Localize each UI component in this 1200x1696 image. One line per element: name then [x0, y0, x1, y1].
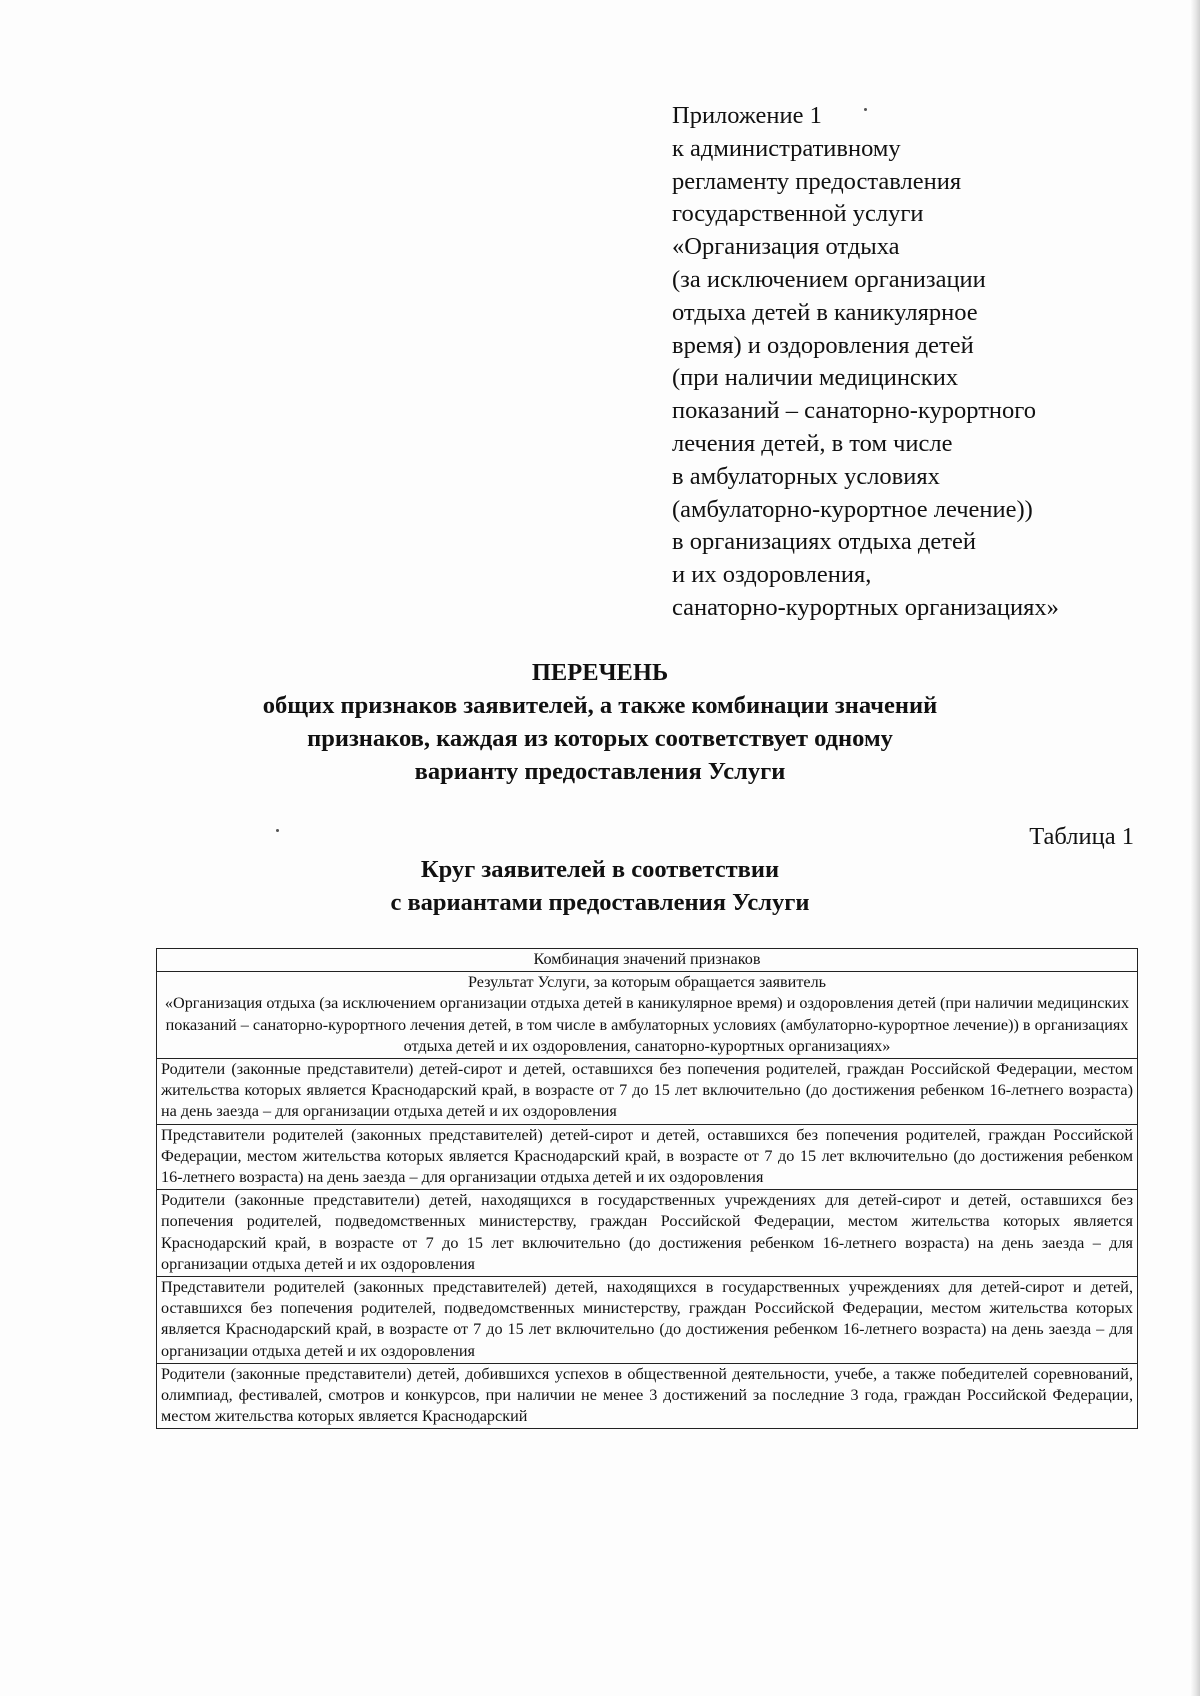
table-cell: Родители (законные представители) детей-сирот и детей, оставшихся без попечения родителей, граждан Российской Федерации, местом жительства которых является Краснодарский край, в возрасте от 7 до 15 лет включительно (до достижения ребенком 16-летнего возраста) на день заезда – для организации отдыха детей и их оздоровления	[157, 1059, 1138, 1125]
appendix-line: в амбулаторных условиях	[672, 462, 940, 490]
appendix-line: (при наличии медицинских	[672, 364, 959, 392]
result-text: «Организация отдыха (за исключением организации отдыха детей в каникулярное время) и оздоровления детей (при наличии медицинских показаний – санаторно-курортного лечения детей, в том числе в амбулаторных условиях (амбулаторно-курортное лечение)) в организациях отдыха детей и их оздоровления, санаторно-курортных организациях»	[164, 994, 1130, 1055]
appendix-line: Приложение 1	[672, 102, 822, 129]
scan-speck	[864, 108, 867, 111]
applicants-table	[156, 948, 1138, 1429]
appendix-line: (за исключением организации	[672, 265, 986, 293]
result-title: Результат Услуги, за которым обращается заявитель	[467, 973, 827, 992]
appendix-line: регламенту предоставления	[672, 167, 962, 195]
table-heading-line: с вариантами предоставления Услуги	[390, 889, 810, 916]
scan-speck	[276, 829, 279, 832]
appendix-line: (амбулаторно-курортное лечение))	[672, 495, 1033, 523]
appendix-line: показаний – санаторно-курортного	[672, 397, 1036, 425]
table-cell: Представители родителей (законных представителей) детей-сирот и детей, оставшихся без попечения родителей, граждан Российской Федерации, местом жительства которых является Краснодарский край, в возрасте от 7 до 15 лет включительно (до достижения ребенком 16-летнего возраста) на день заезда – для организации отдыха детей и их оздоровления	[157, 1124, 1138, 1190]
table-row	[157, 1277, 1138, 1364]
table-header-row	[157, 949, 1138, 972]
document-subtitle-line: варианту предоставления Услуги	[414, 758, 786, 785]
table-cell: Родители (законные представители) детей, добившихся успехов в общественной деятельности, учебе, а также победителей соревнований, олимпиад, фестивалей, смотров и конкурсов, при наличии не менее 3 достижений за последние 3 года, граждан Российской Федерации, местом жительства которых является Краснодарский	[157, 1363, 1138, 1429]
appendix-line: отдыха детей в каникулярное	[672, 298, 978, 326]
appendix-line: и их оздоровления,	[672, 561, 872, 589]
table-cell: Родители (законные представители) детей, находящихся в государственных учреждениях для детей-сирот и детей, оставшихся без попечения родителей, подведомственных министерству, граждан Российской Федерации, местом жительства которых является Краснодарский край, в возрасте от 7 до 15 лет включительно (до достижения ребенком 16-летнего возраста) на день заезда – для организации отдыха детей и их оздоровления	[157, 1190, 1138, 1277]
appendix-line: в организациях отдыха детей	[672, 528, 976, 556]
document-heading	[0, 656, 1200, 788]
table-number: Таблица 1	[1029, 823, 1134, 850]
table-cell: Представители родителей (законных представителей) детей, находящихся в государственных учреждениях для детей-сирот и детей, оставшихся без попечения родителей, подведомственных министерству, граждан Российской Федерации, местом жительства которых является Краснодарский край, в возрасте от 7 до 15 лет включительно (до достижения ребенком 16-летнего возраста) на день заезда – для организации отдыха детей и их оздоровления	[157, 1277, 1138, 1364]
document-title: ПЕРЕЧЕНЬ	[531, 659, 669, 686]
document-subtitle-line: признаков, каждая из которых соответствует одному	[307, 725, 893, 752]
appendix-line: государственной услуги	[672, 200, 924, 228]
table-heading-line: Круг заявителей в соответствии	[420, 856, 780, 883]
appendix-line: лечения детей, в том числе	[672, 429, 953, 457]
appendix-line: к административному	[672, 134, 901, 162]
document-subtitle-line: общих признаков заявителей, а также комбинации значений	[262, 692, 938, 719]
appendix-line: время) и оздоровления детей	[672, 331, 974, 359]
appendix-block	[672, 100, 1172, 625]
appendix-line: санаторно-курортных организациях»	[672, 593, 1059, 621]
table-result-row	[157, 972, 1138, 1059]
table-result-cell	[157, 972, 1138, 1059]
table-row	[157, 1124, 1138, 1190]
table-row	[157, 1363, 1138, 1429]
table-heading	[0, 853, 1200, 919]
table-header-cell: Комбинация значений признаков	[157, 949, 1138, 972]
appendix-line: «Организация отдыха	[672, 233, 900, 261]
scan-edge-shadow	[1190, 0, 1200, 1696]
table-row	[157, 1190, 1138, 1277]
table-row	[157, 1059, 1138, 1125]
